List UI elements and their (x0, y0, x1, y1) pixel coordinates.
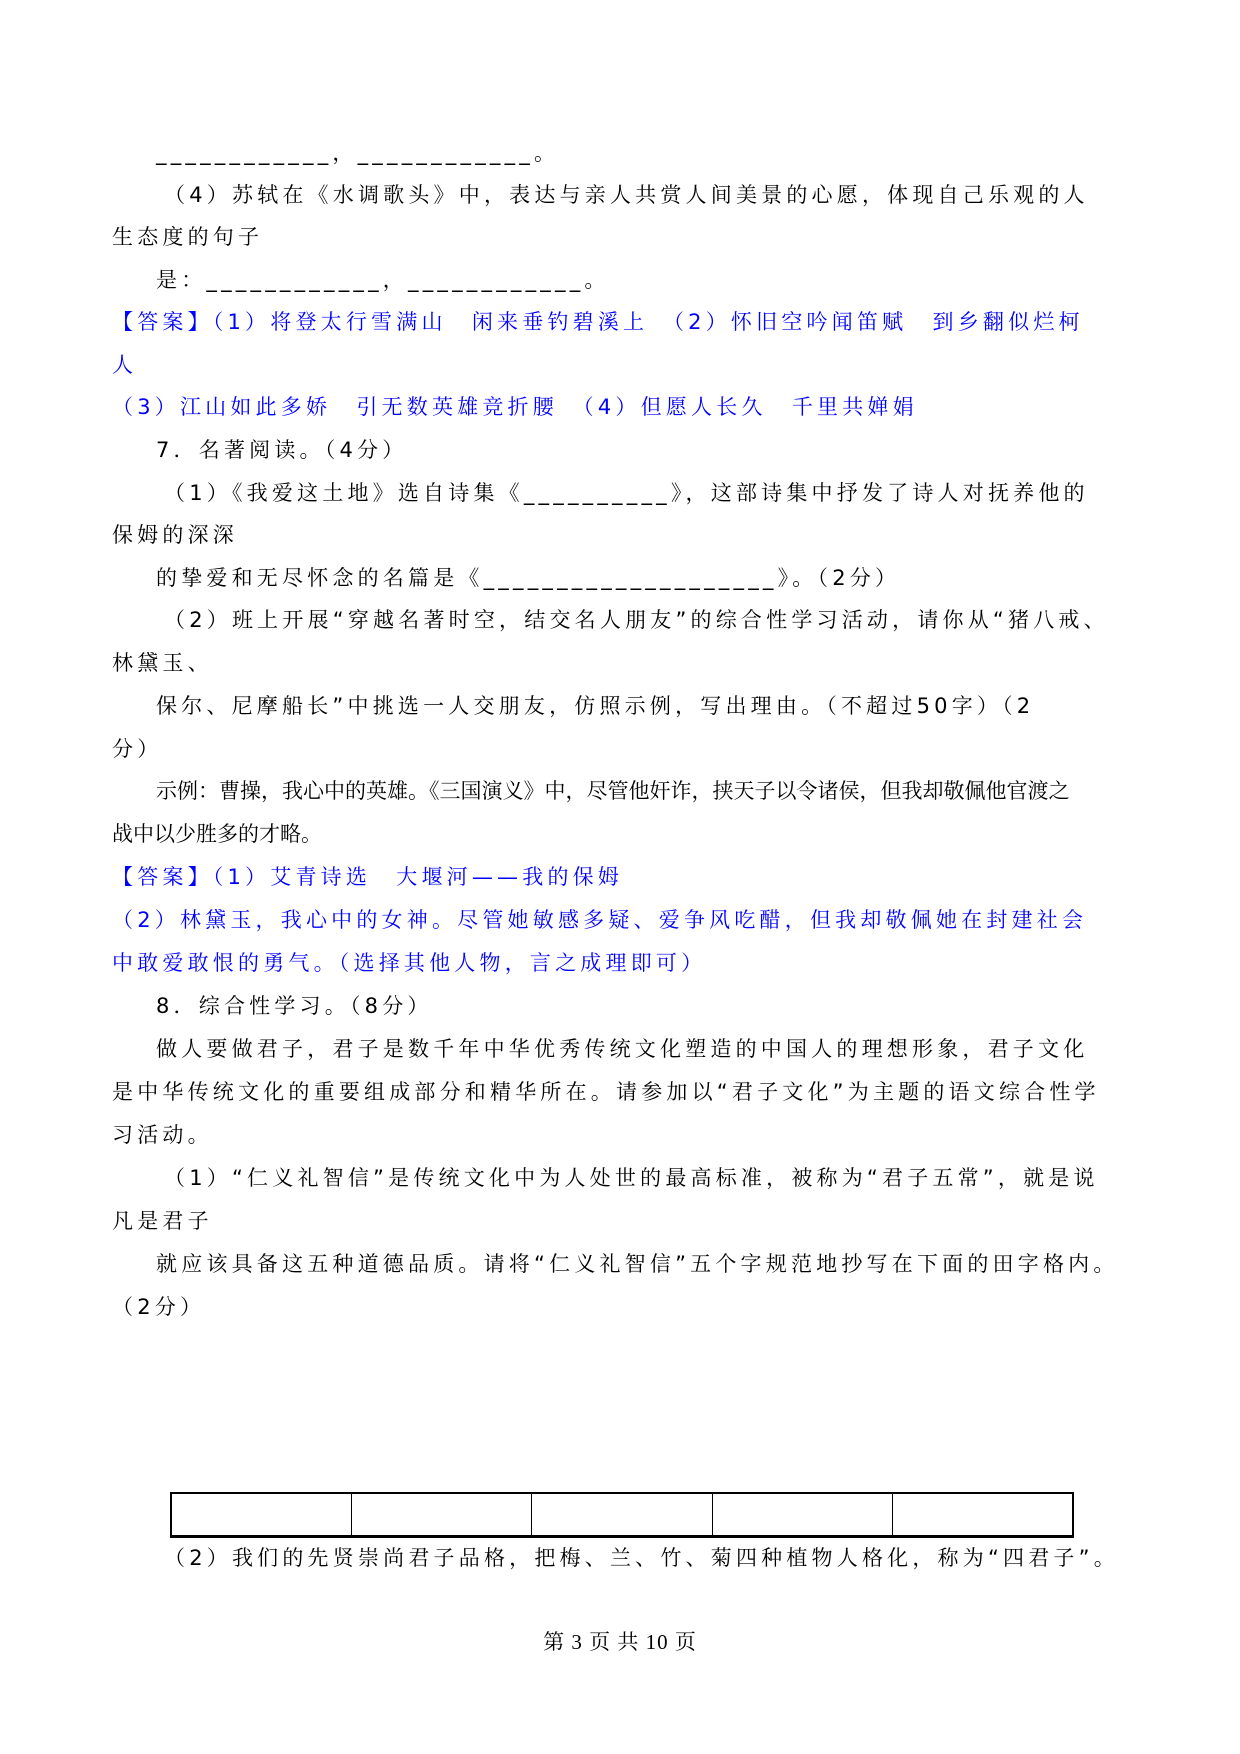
grid-cell-3[interactable] (532, 1494, 712, 1535)
q7-item1-line1: （1）《我爱这土地》选自诗集《__________》，这部诗集中抒发了诗人对抚养他的 (164, 481, 1089, 505)
grid-cell-2[interactable] (352, 1494, 532, 1535)
q7-answer-line2: （2）林黛玉，我心中的女神。尽管她敏感多疑、爱争风吃醋，但我却敬佩她在封建社会 (112, 908, 1088, 932)
q7-answer-line3: 中敢爱敢恨的勇气。（选择其他人物，言之成理即可） (112, 951, 707, 975)
q7-item1-line3: 的挚爱和无尽怀念的名篇是《____________________》。（2分） (156, 566, 901, 590)
q7-item2-line1: （2）班上开展“穿越名著时空，结交名人朋友”的综合性学习活动，请你从“猪八戒、 (164, 608, 1109, 632)
q8-item1-line4: （2分） (112, 1295, 206, 1319)
q6-answer-line2: 人 (112, 353, 138, 377)
q6-answer-line1: 【答案】（1）将登太行雪满山 闲来垂钓碧溪上 （2）怀旧空吟闻笛赋 到乡翻似烂柯 (112, 310, 1084, 334)
q8-title: 8．综合性学习。（8分） (156, 994, 433, 1018)
q7-item2-line2: 林黛玉、 (112, 651, 213, 675)
q6-answer-line3: （3）江山如此多娇 引无数英雄竞折腰 （4）但愿人长久 千里共婵娟 (112, 395, 918, 419)
q8-intro-line1: 做人要做君子，君子是数千年中华优秀传统文化塑造的中国人的理想形象，君子文化 (156, 1037, 1089, 1061)
q7-item2-line3: 保尔、尼摩船长”中挑选一人交朋友，仿照示例，写出理由。（不超过50字）（2 (156, 694, 1035, 718)
q8-intro-line3: 习活动。 (112, 1123, 213, 1147)
q8-item1-line1: （1）“仁义礼智信”是传统文化中为人处世的最高标准，被称为“君子五常”，就是说 (164, 1166, 1099, 1190)
q7-example-line1: 示例：曹操，我心中的英雄。《三国演义》中，尽管他奸诈，挟天子以令诸侯，但我却敬佩他官渡之 (156, 779, 1070, 803)
tianzige-grid (170, 1492, 1074, 1538)
q7-example-line2: 战中以少胜多的才略。 (112, 822, 322, 846)
q6-item4-line1: （4）苏轼在《水调歌头》中，表达与亲人共赏人间美景的心愿，体现自己乐观的人 (164, 183, 1089, 207)
q6-blank-line-3: ____________，____________。 (156, 141, 560, 165)
q6-item4-line3: 是：____________，____________。 (156, 268, 610, 292)
q8-item1-line2: 凡是君子 (112, 1209, 213, 1233)
grid-cell-5[interactable] (893, 1494, 1072, 1535)
q7-title: 7．名著阅读。（4分） (156, 438, 408, 462)
q6-item4-line2: 生态度的句子 (112, 225, 264, 249)
q8-item1-line3: 就应该具备这五种道德品质。请将“仁义礼智信”五个字规范地抄写在下面的田字格内。 (156, 1252, 1119, 1276)
grid-cell-4[interactable] (713, 1494, 893, 1535)
q7-item2-line4: 分） (112, 737, 163, 761)
q8-item2-line1: （2）我们的先贤崇尚君子品格，把梅、兰、竹、菊四种植物人格化，称为“四君子”。 (164, 1546, 1119, 1570)
q7-item1-line2: 保姆的深深 (112, 523, 238, 547)
page-footer: 第 3 页 共 10 页 (543, 1630, 697, 1654)
q8-intro-line2: 是中华传统文化的重要组成部分和精华所在。请参加以“君子文化”为主题的语文综合性学 (112, 1080, 1100, 1104)
q7-answer-line1: 【答案】（1）艾青诗选 大堰河——我的保姆 (112, 865, 624, 889)
grid-cell-1[interactable] (172, 1494, 352, 1535)
